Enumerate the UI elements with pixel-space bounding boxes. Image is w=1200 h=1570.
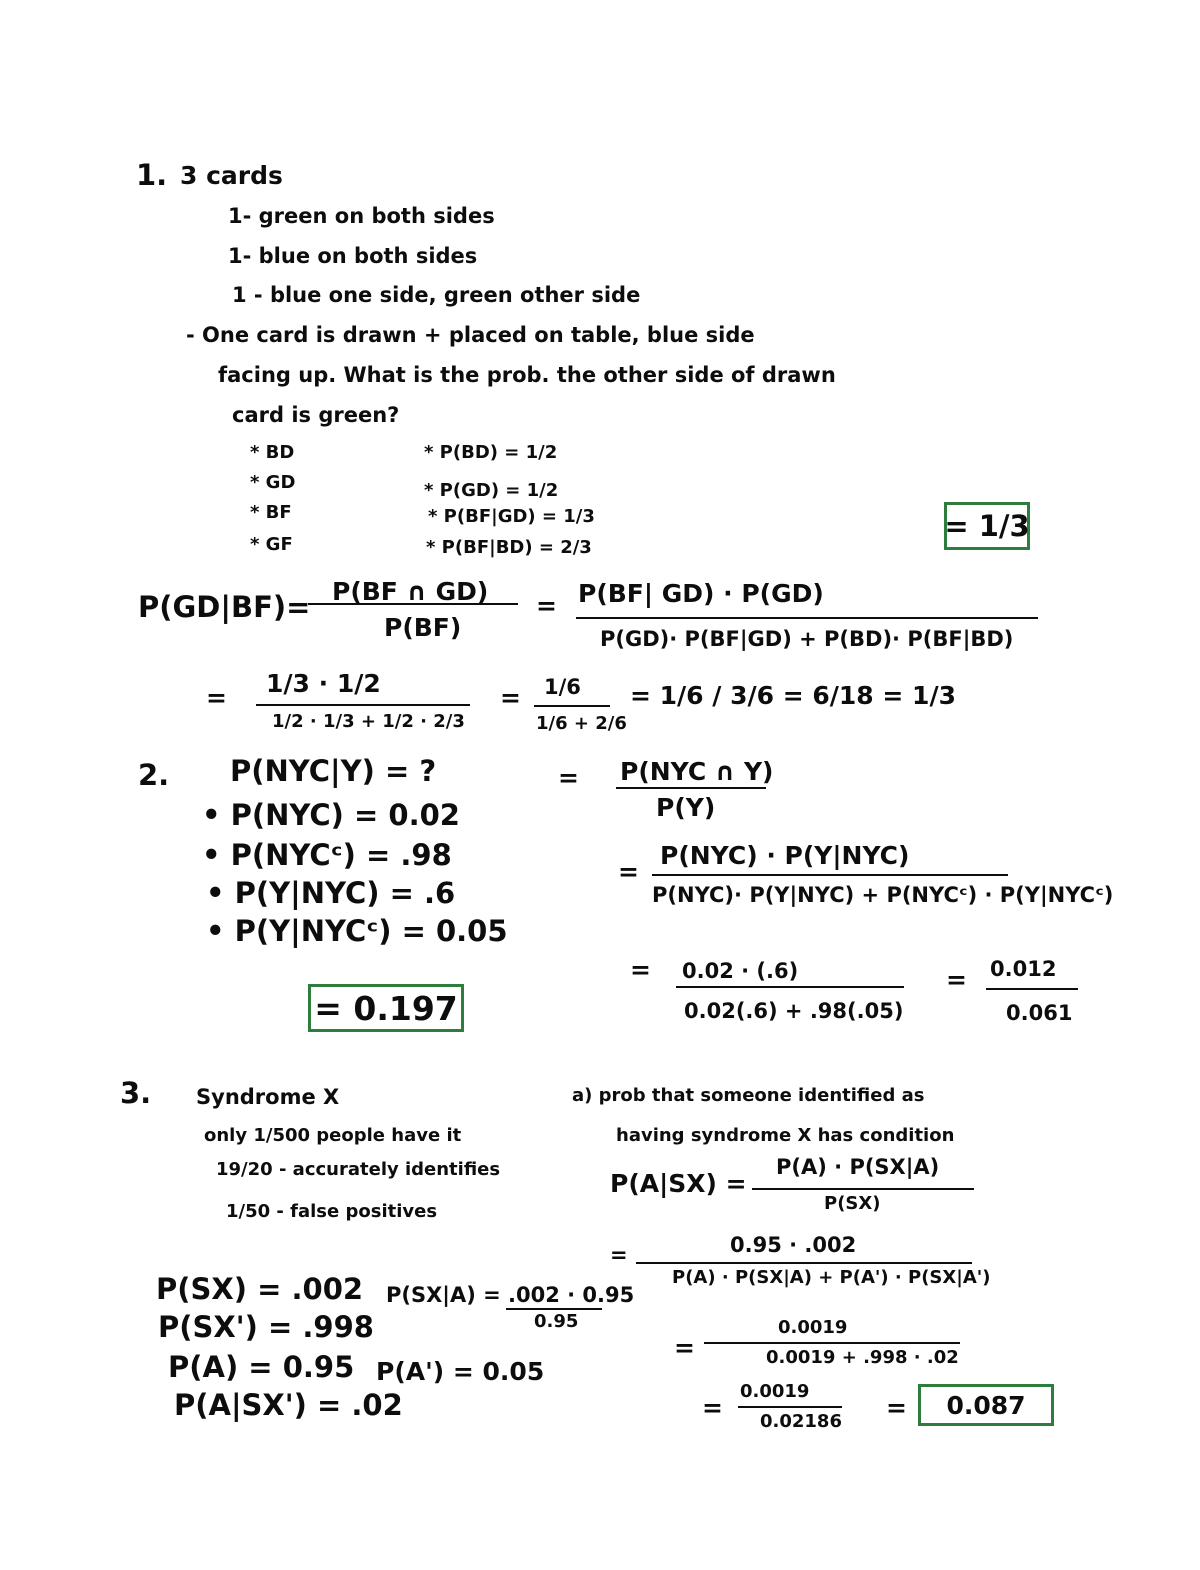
card-item: 1 - blue one side, green other side — [232, 283, 641, 307]
fraction-bar — [506, 1308, 602, 1310]
answer-box-2: = 0.197 — [308, 984, 464, 1032]
psxa-numerator: .002 · 0.95 — [508, 1283, 635, 1307]
formula-denominator: P(SX) — [824, 1193, 881, 1214]
bayes-numerator: P(NYC) · P(Y|NYC) — [660, 841, 910, 870]
given-item: P(A|SX') = .02 — [174, 1388, 403, 1422]
bayes-denominator: 0.02(.6) + .98(.05) — [684, 999, 904, 1023]
equals-sign: = — [618, 857, 639, 886]
fraction-bar — [534, 705, 610, 707]
given-item: • P(NYCᶜ) = .98 — [202, 838, 452, 872]
fraction-bar — [636, 1262, 972, 1264]
bayes-numerator: P(NYC ∩ Y) — [620, 757, 774, 786]
step-result: = 1/6 / 3/6 = 6/18 = 1/3 — [630, 681, 956, 710]
equals-sign: = — [536, 591, 557, 620]
equals-sign: = — [702, 1393, 723, 1422]
problem-1-number: 1. — [136, 158, 168, 192]
part-a-line: a) prob that someone identified as — [572, 1085, 925, 1106]
equals-sign: = — [610, 1243, 628, 1267]
question-line: card is green? — [232, 403, 400, 427]
prob-item: * P(GD) = 1/2 — [424, 480, 559, 501]
given-item: P(SX') = .998 — [158, 1310, 374, 1344]
bayes-denominator: 0.061 — [1006, 1001, 1073, 1025]
formula-numerator: P(BF| GD) · P(GD) — [578, 579, 824, 608]
formula-numerator: P(BF ∩ GD) — [332, 577, 489, 606]
answer-box-3: 0.087 — [918, 1384, 1054, 1426]
bayes-numerator: 0.02 · (.6) — [682, 959, 799, 983]
problem-3-number: 3. — [120, 1076, 152, 1110]
given-item: P(SX) = .002 — [156, 1272, 364, 1306]
bayes-numerator: 0.012 — [990, 957, 1057, 981]
part-a-line: having syndrome X has condition — [616, 1125, 955, 1146]
prob-item: * P(BF|GD) = 1/3 — [428, 506, 595, 527]
problem-1-title: 3 cards — [180, 161, 283, 190]
equals-sign: = — [206, 683, 227, 712]
pa-prime: P(A') = 0.05 — [376, 1357, 545, 1386]
given-item: • P(NYC) = 0.02 — [202, 798, 460, 832]
fraction-bar — [752, 1188, 974, 1190]
equals-sign: = — [674, 1333, 695, 1362]
step-numerator: 0.95 · .002 — [730, 1233, 857, 1257]
step-denominator: 1/6 + 2/6 — [536, 713, 627, 734]
problem-2-question: P(NYC|Y) = ? — [230, 754, 437, 788]
fact-item: 1/50 - false positives — [226, 1201, 438, 1222]
fact-item: 19/20 - accurately identifies — [216, 1159, 501, 1180]
step-numerator: 1/6 — [544, 675, 581, 699]
step-numerator: 0.0019 — [778, 1317, 848, 1338]
equals-sign: = — [630, 955, 651, 984]
formula-denominator: P(BF) — [384, 613, 462, 642]
fraction-bar — [256, 704, 470, 706]
question-line: - One card is drawn + placed on table, blue side — [186, 323, 755, 347]
formula-numerator: P(A) · P(SX|A) — [776, 1155, 940, 1179]
problem-3-title: Syndrome X — [196, 1085, 340, 1109]
equals-sign: = — [500, 683, 521, 712]
fact-item: only 1/500 people have it — [204, 1125, 462, 1146]
given-item: P(A) = 0.95 — [168, 1350, 355, 1384]
prob-item: * P(BF|BD) = 2/3 — [426, 537, 592, 558]
fraction-bar — [676, 986, 904, 988]
equals-sign: = — [946, 965, 967, 994]
equals-sign: = — [558, 763, 579, 792]
formula-lhs: P(GD|BF)= — [138, 590, 311, 624]
problem-2-number: 2. — [138, 758, 170, 792]
bayes-denominator: P(NYC)· P(Y|NYC) + P(NYCᶜ) · P(Y|NYCᶜ) — [652, 883, 1114, 907]
step-denominator: 0.0019 + .998 · .02 — [766, 1347, 959, 1368]
formula-denominator: P(GD)· P(BF|GD) + P(BD)· P(BF|BD) — [600, 627, 1014, 651]
case-item: * BD — [250, 442, 295, 463]
psxa-denominator: 0.95 — [534, 1311, 579, 1332]
case-item: * GD — [250, 472, 296, 493]
fraction-bar — [308, 603, 518, 605]
fraction-bar — [738, 1406, 842, 1408]
bayes-denominator: P(Y) — [656, 793, 716, 822]
fraction-bar — [576, 617, 1038, 619]
fraction-bar — [652, 874, 1008, 876]
given-item: • P(Y|NYCᶜ) = 0.05 — [206, 914, 508, 948]
given-item: • P(Y|NYC) = .6 — [206, 876, 456, 910]
equals-sign: = — [886, 1393, 907, 1422]
case-item: * GF — [250, 534, 293, 555]
question-line: facing up. What is the prob. the other side of drawn — [218, 363, 836, 387]
psxa-lhs: P(SX|A) = — [386, 1283, 501, 1307]
fraction-bar — [986, 988, 1078, 990]
step-denominator: 0.02186 — [760, 1411, 842, 1432]
answer-box-1: = 1/3 — [944, 502, 1030, 550]
case-item: * BF — [250, 502, 292, 523]
prob-item: * P(BD) = 1/2 — [424, 442, 558, 463]
formula-lhs: P(A|SX) = — [610, 1169, 747, 1198]
fraction-bar — [616, 787, 766, 789]
step-numerator: 1/3 · 1/2 — [266, 669, 381, 698]
fraction-bar — [704, 1342, 960, 1344]
step-denominator: 1/2 · 1/3 + 1/2 · 2/3 — [272, 711, 465, 732]
step-numerator: 0.0019 — [740, 1381, 810, 1402]
card-item: 1- green on both sides — [228, 204, 495, 228]
card-item: 1- blue on both sides — [228, 244, 478, 268]
step-denominator: P(A) · P(SX|A) + P(A') · P(SX|A') — [672, 1267, 991, 1288]
